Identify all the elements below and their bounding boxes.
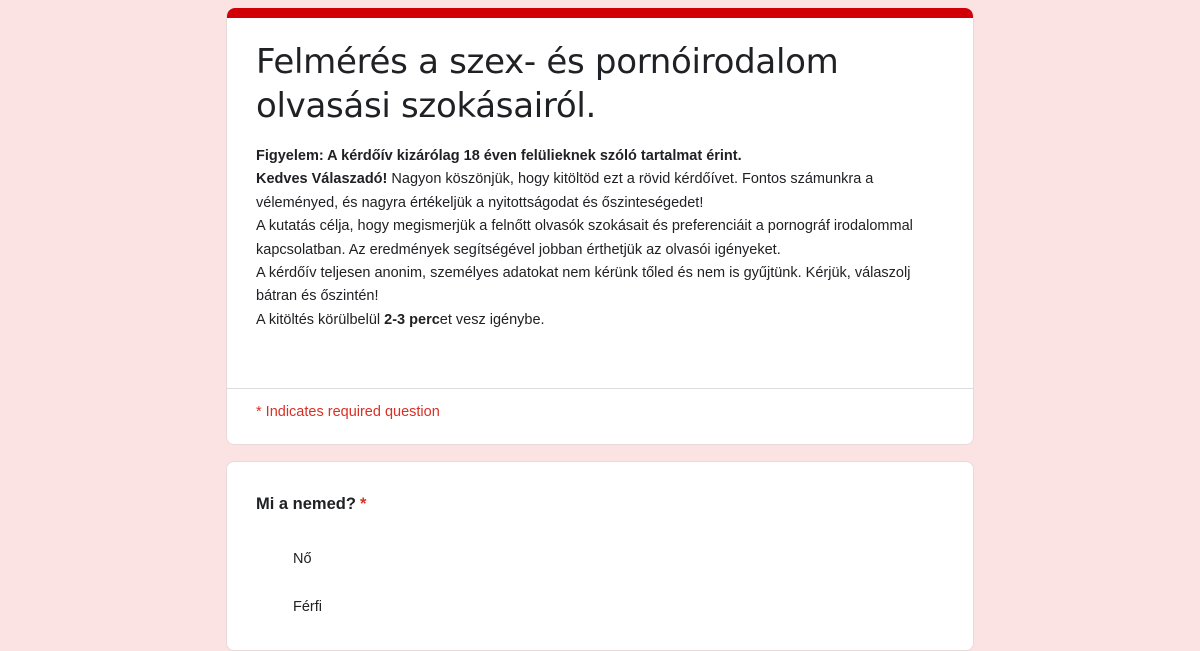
question-card-gender bbox=[226, 461, 974, 651]
greeting-text: Kedves Válaszadó! Nagyon köszönjük, hogy kitöltöd ezt a rövid kérdőívet. Fontos számunkra a véleményed, és nagyra értékeljük a nyitottságodat és őszinteségedet! bbox=[256, 171, 874, 211]
form-title: Felmérés a szex- és pornóirodalom olvasási szokásairól. bbox=[256, 42, 839, 126]
anonymity-text: A kérdőív teljesen anonim, személyes adatokat nem kérünk tőled és nem is gyűjtünk. Kérjük, válaszolj bátran és őszintén! bbox=[256, 265, 911, 305]
theme-accent-bar bbox=[227, 8, 973, 18]
option-ferfi[interactable]: Férfi bbox=[293, 599, 322, 615]
form-header-card bbox=[226, 8, 974, 445]
option-no[interactable]: Nő bbox=[293, 551, 312, 567]
required-star: * bbox=[359, 495, 367, 513]
age-warning: Figyelem: A kérdőív kizárólag 18 éven felülieknek szóló tartalmat érint. bbox=[256, 148, 742, 164]
duration-text: A kitöltés körülbelül 2-3 percet vesz igénybe. bbox=[256, 311, 545, 328]
purpose-text: A kutatás célja, hogy megismerjük a felnőtt olvasók szokásait és preferenciáit a pornográf irodalommal kapcsolatban. Az eredmények segítségével jobban érthetjük az olvasói igényeket. bbox=[256, 218, 913, 258]
required-question-note: * Indicates required question bbox=[256, 404, 440, 420]
question-title: Mi a nemed? * bbox=[256, 495, 367, 513]
header-divider bbox=[227, 388, 973, 389]
form-description bbox=[256, 145, 946, 332]
